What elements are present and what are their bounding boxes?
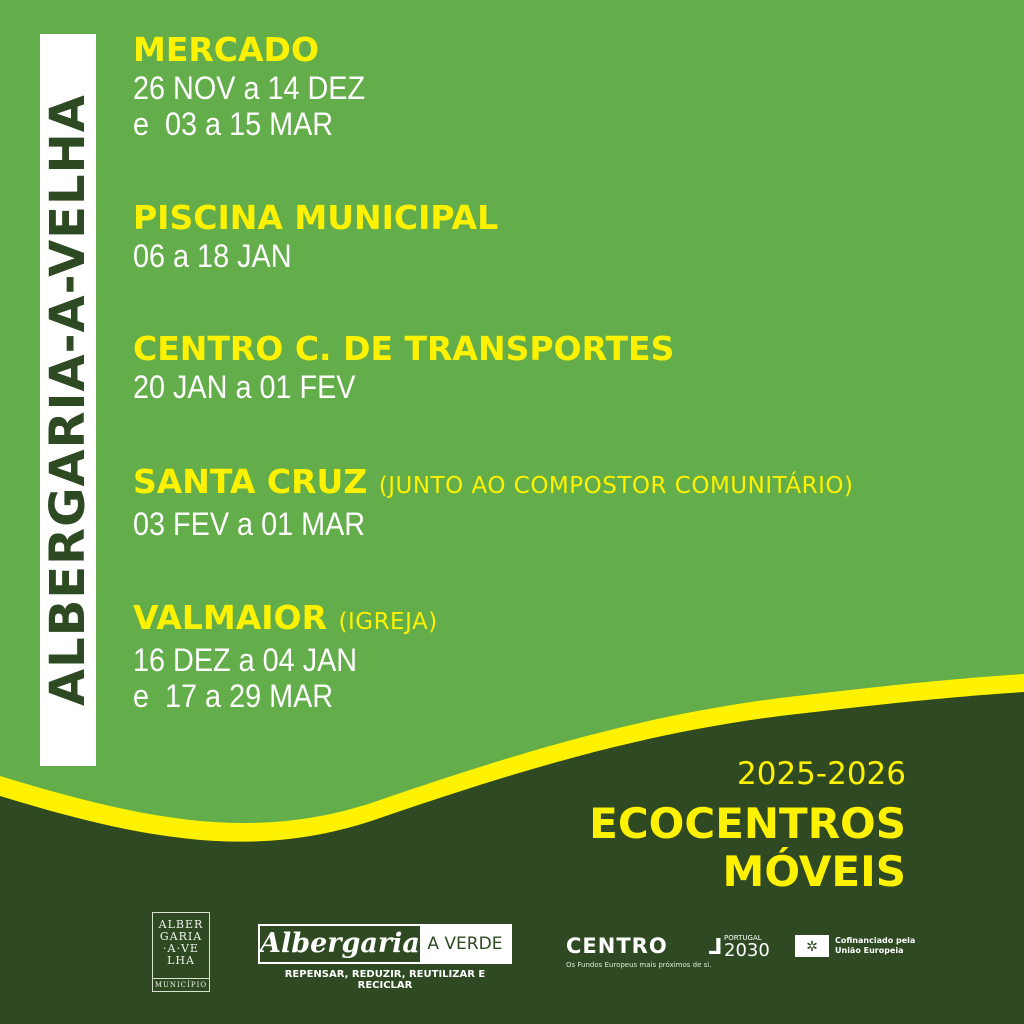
location-name: SANTA CRUZ	[133, 462, 368, 501]
location-piscina-municipal	[133, 198, 498, 274]
municipio-logo-line: ALBER	[158, 918, 204, 931]
main-title	[589, 800, 906, 896]
albergaria-brand: Albergaria	[260, 926, 420, 962]
location-name: VALMAIOR	[133, 598, 327, 637]
location-mercado	[133, 30, 391, 142]
location-date: 03 FEV a 01 MAR	[133, 506, 366, 542]
location-date: 16 DEZ a 04 JAN	[133, 642, 358, 678]
location-date: 06 a 18 JAN	[133, 238, 292, 274]
side-title-panel	[40, 34, 96, 766]
location-note: (JUNTO AO COMPOSTOR COMUNITÁRIO)	[378, 473, 854, 499]
location-date: e 03 a 15 MAR	[133, 106, 334, 142]
centro-2030-logo	[566, 934, 711, 969]
municipio-logo-label: MUNICÍPIO	[153, 978, 209, 989]
location-valmaior	[133, 598, 438, 714]
eu-cofinancing-logo	[795, 935, 915, 957]
years-label: 2025-2026	[737, 756, 906, 792]
centro-subtitle: Os Fundos Europeus mais próximos de si.	[566, 961, 712, 969]
location-date: 26 NOV a 14 DEZ	[133, 70, 366, 106]
municipio-logo-line: GARIA	[159, 930, 203, 943]
location-date: e 17 a 29 MAR	[133, 678, 334, 714]
side-title: ALBERGARIA-A-VELHA	[40, 94, 96, 706]
portugal-2030-logo	[708, 934, 770, 960]
location-date: 20 JAN a 01 FEV	[133, 369, 356, 405]
main-title-line2: MÓVEIS	[722, 847, 906, 896]
portugal-label: PORTUGAL	[724, 934, 762, 942]
eu-line2: União Europeia	[835, 946, 904, 955]
municipio-logo-line: LHA	[167, 954, 195, 967]
portugal-2030-icon: ⅃	[708, 935, 723, 960]
location-santa-cruz	[133, 462, 853, 542]
municipio-logo	[152, 912, 210, 992]
municipio-logo-line: ·A·VE	[163, 942, 199, 955]
a-verde-label: A VERDE	[420, 926, 510, 962]
portugal-year: 2030	[724, 940, 770, 961]
eu-flag-icon: ✲	[795, 935, 829, 957]
eu-line1: Cofinanciado pela	[835, 936, 916, 945]
location-name-row	[133, 462, 853, 506]
main-title-line1: ECOCENTROS	[589, 799, 906, 848]
albergaria-a-verde-box	[258, 924, 512, 964]
albergaria-slogan: REPENSAR, REDUZIR, REUTILIZAR E RECICLAR	[284, 969, 486, 991]
location-centro-transportes	[133, 329, 674, 405]
location-name: MERCADO	[133, 30, 319, 69]
albergaria-a-verde-logo	[258, 924, 512, 991]
location-name-row	[133, 598, 438, 642]
location-name: PISCINA MUNICIPAL	[133, 198, 499, 237]
location-note: (IGREJA)	[338, 609, 438, 635]
location-name: CENTRO C. DE TRANSPORTES	[133, 329, 675, 368]
centro-label: CENTRO	[566, 934, 668, 958]
